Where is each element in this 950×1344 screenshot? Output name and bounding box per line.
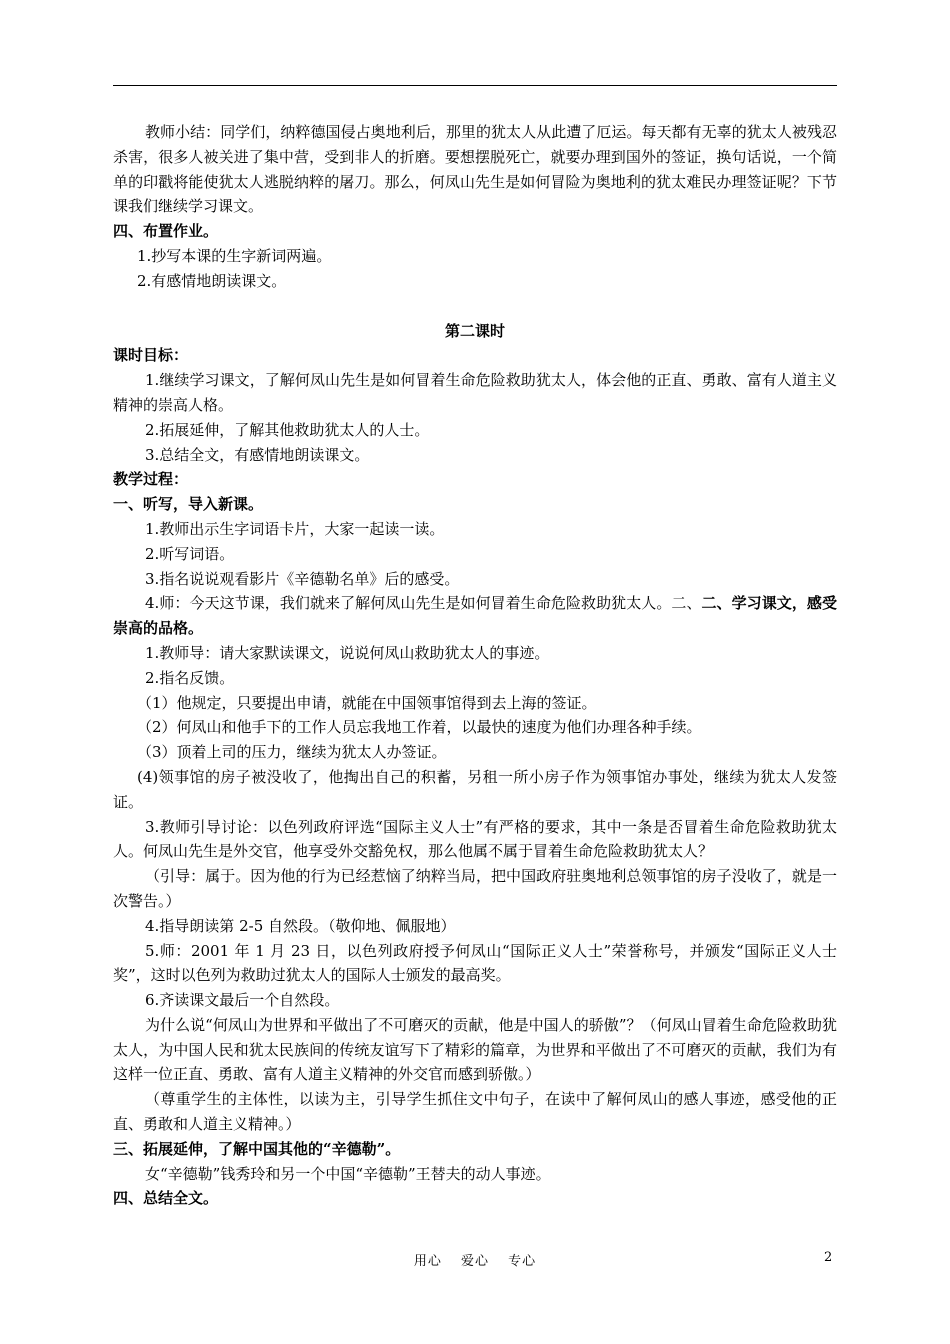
footer-motto: 用心 爱心 专心: [413, 1254, 537, 1269]
lesson-title: 第二课时: [444, 321, 505, 340]
section-1-item-4: [113, 591, 837, 641]
section-1-heading: 一、听写，导入新课。: [113, 495, 264, 514]
section-2-item: 4.指导朗读第 2-5 自然段。（敬仰地、佩服地）: [145, 916, 456, 935]
section-1-item-4-text: 4.师：今天这节课，我们就来了解何凤山先生是如何冒着生命危险救助犹太人。二、: [145, 594, 702, 613]
section-4-heading: 四、总结全文。: [113, 1189, 219, 1208]
feedback-item: （2）何凤山和他手下的工作人员忘我地工作着，以最快的速度为他们办理各种手续。: [137, 718, 702, 737]
goal-item: 1.继续学习课文，了解何凤山先生是如何冒着生命危险救助犹太人，体会他的正直、勇敢、富有人道主义精神的崇高人格。: [113, 371, 837, 414]
section-3-text: 女“辛德勒”钱秀玲和另一个中国“辛德勒”王替夫的动人事迹。: [145, 1164, 551, 1183]
homework-heading: 四、布置作业。: [113, 222, 219, 241]
section-2-heading: 二、学习课文，感受崇高的品格。: [113, 594, 837, 638]
goal-item: 2.拓展延伸，了解其他救助犹太人的人士。: [145, 420, 430, 439]
homework-item: 1.抄写本课的生字新词两遍。: [137, 246, 332, 265]
section-2-item: 3.教师引导讨论：以色列政府评选“国际主义人士”有严格的要求，其中一条是否冒着生命危险救助犹太人。何凤山先生是外交官，他享受外交豁免权，那么他属不属于冒着生命危险救助犹太人？: [113, 817, 837, 861]
section-2-item: 6.齐读课文最后一个自然段。: [145, 991, 340, 1010]
feedback-item: （1）他规定，只要提出申请，就能在中国领事馆得到去上海的签证。: [137, 693, 597, 712]
document-body: [113, 120, 837, 1211]
discussion-question: 为什么说“何凤山为世界和平做出了不可磨灭的贡献，他是中国人的骄傲”？（何凤山冒着生命危险救助犹太人，为中国人民和犹太民族间的传统友谊写下了精彩的篇章，为世界和平做出了不可磨灭的贡献，我们为有这样一位正直、勇敢、富有人道主义精神的外交官而感到骄傲。）: [113, 1015, 837, 1084]
page-number: 2: [824, 1250, 833, 1265]
section-2-item: 2.指名反馈。: [145, 668, 235, 687]
teacher-summary: 教师小结：同学们，纳粹德国侵占奥地利后，那里的犹太人从此遭了厄运。每天都有无辜的犹太人被残忍杀害，很多人被关进了集中营，受到非人的折磨。要想摆脱死亡，就要办理到国外的签证，换句话说，一个简单的印戳将能使犹太人逃脱纳粹的屠刀。那么，何凤山先生是如何冒险为奥地利的犹太难民办理签证呢？下节课我们继续学习课文。: [113, 123, 837, 216]
feedback-item: （3）顶着上司的压力，继续为犹太人办签证。: [137, 743, 447, 762]
goal-item: 3.总结全文，有感情地朗读课文。: [145, 445, 370, 464]
homework-item: 2.有感情地朗读课文。: [137, 271, 287, 290]
section-1-item: 1.教师出示生字词语卡片，大家一起读一读。: [145, 519, 445, 538]
guide-note: （引导：属于。因为他的行为已经惹恼了纳粹当局，把中国政府驻奥地利总领事馆的房子没收了，就是一次警告。）: [113, 867, 837, 910]
section-1-item: 3.指名说说观看影片《辛德勒名单》后的感受。: [145, 569, 460, 588]
section-2-item: 1.教师导：请大家默读课文，说说何凤山救助犹太人的事迹。: [145, 643, 550, 662]
header-rule: [113, 85, 837, 86]
goals-heading: 课时目标：: [113, 346, 189, 365]
section-1-item: 2.听写词语。: [145, 544, 235, 563]
teaching-note: （尊重学生的主体性，以读为主，引导学生抓住文中句子，在读中了解何凤山的感人事迹，感受他的正直、勇敢和人道主义精神。）: [113, 1090, 837, 1134]
section-2-item: 5.师：2001 年 1 月 23 日，以色列政府授予何凤山“国际正义人士”荣誉称号，并颁发“国际正义人士奖”，这时以色列为救助过犹太人的国际人士颁发的最高奖。: [113, 941, 837, 985]
section-3-heading: 三、拓展延伸，了解中国其他的“辛德勒”。: [113, 1139, 401, 1158]
process-heading: 教学过程：: [113, 470, 189, 489]
feedback-item: (4)领事馆的房子被没收了，他掏出自己的积蓄，另租一所小房子作为领事馆办事处，继续为犹太人发签证。: [113, 767, 837, 811]
